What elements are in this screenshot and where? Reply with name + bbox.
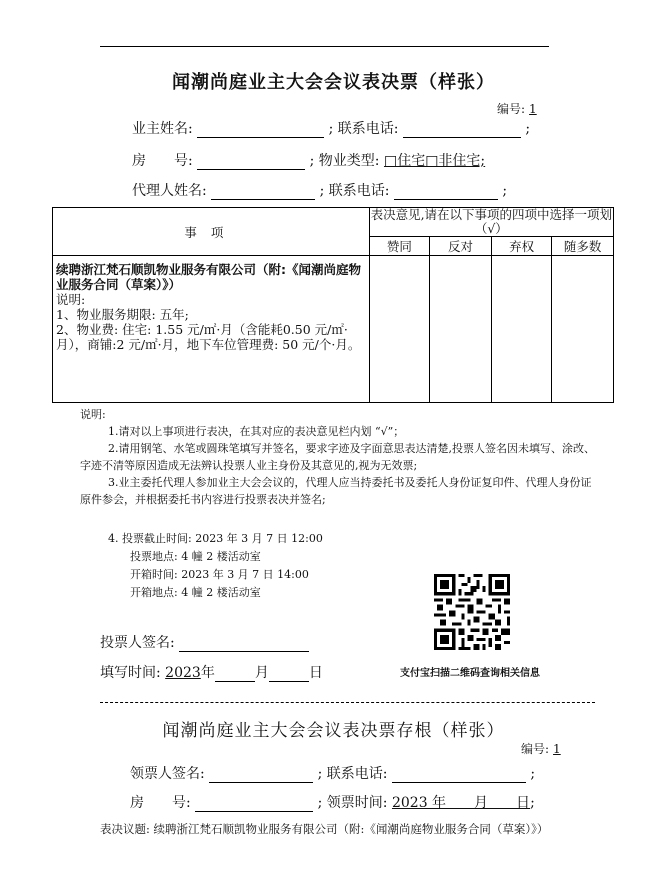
vote-majority-cell[interactable] <box>552 256 614 403</box>
property-type-options[interactable]: □住宅□非住宅; <box>383 153 486 169</box>
receive-time-label: ; 领票时间: <box>317 795 388 811</box>
fill-month-field[interactable] <box>215 667 255 682</box>
proxy-phone-field[interactable] <box>394 185 498 200</box>
stub-title: 闻潮尚庭业主大会会议表决票存根（样张） <box>162 721 505 741</box>
notes-label: 说明: <box>80 408 106 421</box>
choice-oppose-header: 反对 <box>430 237 492 256</box>
stub-serial-value: 1 <box>553 742 561 756</box>
proxy-row <box>132 180 507 200</box>
stub-serial <box>521 740 561 757</box>
open-place: 开箱地点: 4 幢 2 楼活动室 <box>130 586 261 599</box>
receiver-sign-field[interactable] <box>209 768 313 783</box>
stub-room-label: 房 号: <box>130 795 191 811</box>
header-opinion: 表决意见,请在以下事项的四项中选择一项划（√） <box>370 207 613 236</box>
owner-phone-label: ; 联系电话: <box>328 121 399 137</box>
fill-month-unit: 月 <box>254 665 269 681</box>
stub-phone-label: ; 联系电话: <box>317 766 388 782</box>
qr-code-icon <box>434 574 510 650</box>
voter-sign-field[interactable] <box>179 637 309 652</box>
item-line-2: 2、物业费: 住宅: 1.55 元/㎡·月（含能耗0.50 元/㎡·月），商铺:2 元/㎡·月，地下车位管理费: 50 元/个·月。 <box>56 322 361 352</box>
ballot-title: 闻潮尚庭业主大会会议表决票（样张） <box>172 72 495 93</box>
row-end: ; <box>530 795 535 811</box>
serial-value: 1 <box>529 102 537 116</box>
vote-table <box>52 207 614 403</box>
notes-block <box>80 406 595 508</box>
room-field[interactable] <box>197 155 305 170</box>
qr-caption: 支付宝扫描二维码查询相关信息 <box>400 668 540 679</box>
note-2: 2.请用钢笔、水笔或圆珠笔填写并签名，要求字迹及字面意思表达清楚,投票人签名因未填写、涂改、字迹不清等原因造成无法辨认投票人业主身份及其意见的,视为无效票; <box>80 442 595 472</box>
top-rule <box>100 46 549 47</box>
room-label: 房 号: <box>132 153 193 169</box>
item-desc-label: 说明: <box>56 292 86 307</box>
vote-oppose-cell[interactable] <box>430 256 492 403</box>
item-cell <box>53 256 370 403</box>
note-3: 3.业主委托代理人参加业主大会会议的，代理人应当持委托书及委托人身份证复印件、代理人身份证原件参会，并根据委托书内容进行投票表决并签名; <box>80 476 592 506</box>
receiver-sign-label: 领票人签名: <box>130 766 205 782</box>
schedule-block <box>108 530 323 602</box>
voter-sign-row <box>100 632 309 652</box>
proxy-name-label: 代理人姓名: <box>132 183 207 199</box>
row-end: ; <box>525 121 531 137</box>
note-1: 1.请对以上事项进行表决，在其对应的表决意见栏内划 “√”； <box>108 425 405 438</box>
fill-time-row <box>100 662 323 682</box>
owner-name-label: 业主姓名: <box>132 121 193 137</box>
property-type-label: ; 物业类型: <box>309 153 380 169</box>
stub-serial-label: 编号: <box>521 742 550 756</box>
note-4: 4. 投票截止时间: 2023 年 3 月 7 日 12:00 <box>108 532 323 545</box>
fill-year-unit: 年 <box>200 665 215 681</box>
item-line-1: 1、物业服务期限: 五年; <box>56 307 189 322</box>
proxy-phone-label: ; 联系电话: <box>319 183 390 199</box>
row-end: ; <box>530 766 536 782</box>
serial-label: 编号: <box>497 102 526 116</box>
ballot-serial <box>497 100 537 117</box>
choice-agree-header: 赞同 <box>369 237 430 256</box>
owner-row <box>132 118 530 138</box>
cut-line <box>100 702 595 703</box>
stub-receiver-row <box>130 763 535 783</box>
voter-sign-label: 投票人签名: <box>100 635 175 651</box>
vote-abstain-cell[interactable] <box>491 256 552 403</box>
fill-day-unit: 日 <box>308 665 323 681</box>
owner-name-field[interactable] <box>197 123 324 138</box>
vote-place: 投票地点: 4 幢 2 楼活动室 <box>130 550 261 563</box>
stub-vote-topic: 表决议题: 续聘浙江梵石顺凯物业服务有限公司（附:《闻潮尚庭物业服务合同（草案）》） <box>100 822 549 836</box>
choice-abstain-header: 弃权 <box>491 237 552 256</box>
row-end: ; <box>502 183 508 199</box>
room-row <box>132 150 485 170</box>
choice-majority-header: 随多数 <box>552 237 614 256</box>
receive-time-value: 2023 年 月 日 <box>391 795 531 811</box>
stub-room-row <box>130 792 535 812</box>
proxy-name-field[interactable] <box>211 185 315 200</box>
owner-phone-field[interactable] <box>403 123 521 138</box>
stub-room-field[interactable] <box>195 797 313 812</box>
fill-day-field[interactable] <box>269 667 309 682</box>
vote-agree-cell[interactable] <box>369 256 430 403</box>
open-time: 开箱时间: 2023 年 3 月 7 日 14:00 <box>130 568 309 581</box>
fill-time-label: 填写时间: <box>100 665 161 681</box>
fill-year: 2023 <box>165 665 201 681</box>
header-item: 事项 <box>53 208 370 256</box>
item-title: 续聘浙江梵石顺凯物业服务有限公司（附:《闻潮尚庭物业服务合同（草案）》） <box>56 262 361 292</box>
stub-phone-field[interactable] <box>392 768 526 783</box>
